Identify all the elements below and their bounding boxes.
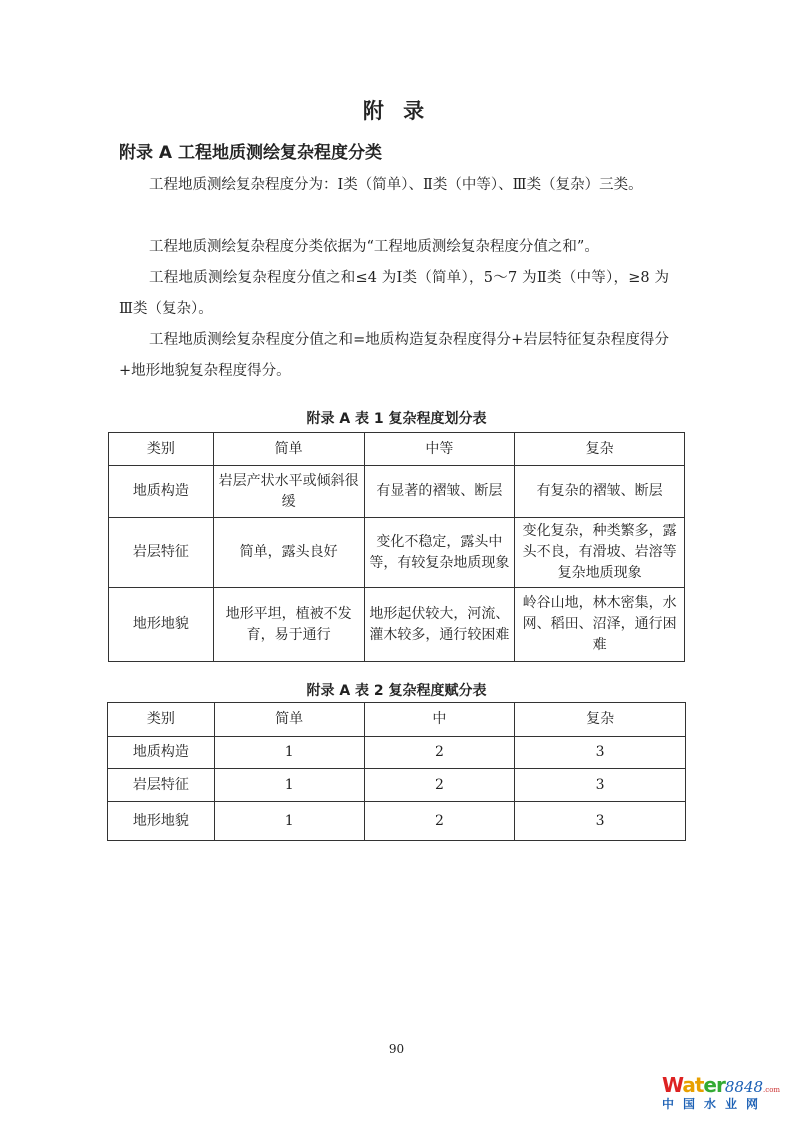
watermark-logo: Water8848.com 中国水业网 [662,1073,781,1111]
table-row [108,802,686,841]
table1-caption: 附录 A 表 1 复杂程度划分表 [306,411,487,427]
table-cell: 1 [214,737,364,769]
paragraph: 工程地质测绘复杂程度分类依据为“工程地质测绘复杂程度分值之和”。 [149,239,599,255]
table-cell: 变化复杂，种类繁多，露头不良，有滑坡、岩溶等复杂地质现象 [515,518,685,588]
table-row [109,518,685,588]
classification-table [108,432,685,662]
table-cell: 类别 [108,703,215,737]
table-cell: 岭谷山地，林木密集，水网、稻田、沼泽，通行困难 [515,588,685,662]
table-cell: 岩层特征 [109,518,214,588]
table-cell: 简单 [213,433,364,466]
table-cell: 地形起伏较大，河流、灌木较多，通行较困难 [364,588,515,662]
table-cell: 地质构造 [108,737,215,769]
table-row [109,588,685,662]
table-row [109,466,685,518]
table-cell: 3 [515,802,686,841]
logo-brand: W [662,1073,683,1097]
section-heading: 附录 A 工程地质测绘复杂程度分类 [119,143,382,163]
table-cell: 地形平坦，植被不发育，易于通行 [213,588,364,662]
table-cell: 中 [364,703,515,737]
table-cell: 岩层产状水平或倾斜很缓 [213,466,364,518]
page-number: 90 [388,1042,405,1056]
paragraph: 工程地质测绘复杂程度分值之和≤4 为Ⅰ类（简单），5～7 为Ⅱ类（中等），≥8 为Ⅲ类（复杂）。 [119,270,669,317]
table-cell: 地质构造 [109,466,214,518]
table-cell: 2 [364,802,515,841]
table-cell: 1 [214,802,364,841]
table-cell: 简单，露头良好 [213,518,364,588]
table-row [108,769,686,802]
paragraph: 工程地质测绘复杂程度分为：Ⅰ类（简单）、Ⅱ类（中等）、Ⅲ类（复杂）三类。 [149,177,643,193]
table-cell: 地形地貌 [108,802,215,841]
table-header-row [108,703,686,737]
table-cell: 复杂 [515,433,685,466]
table-header-row [109,433,685,466]
table-cell: 有显著的褶皱、断层 [364,466,515,518]
table-cell: 地形地貌 [109,588,214,662]
table-cell: 2 [364,769,515,802]
table-cell: 类别 [109,433,214,466]
table-cell: 3 [515,769,686,802]
table-cell: 简单 [214,703,364,737]
page-title: 附 录 [362,99,431,123]
table-cell: 岩层特征 [108,769,215,802]
paragraph: 工程地质测绘复杂程度分值之和=地质构造复杂程度得分+岩层特征复杂程度得分+地形地貌复杂程度得分。 [119,332,669,379]
table-row [108,737,686,769]
table2-caption: 附录 A 表 2 复杂程度赋分表 [306,683,487,699]
table-cell: 3 [515,737,686,769]
table-cell: 有复杂的褶皱、断层 [515,466,685,518]
table-cell: 变化不稳定，露头中等，有较复杂地质现象 [364,518,515,588]
table-cell: 中等 [364,433,515,466]
score-table [107,702,686,841]
table-cell: 1 [214,769,364,802]
table-cell: 复杂 [515,703,686,737]
table-cell: 2 [364,737,515,769]
